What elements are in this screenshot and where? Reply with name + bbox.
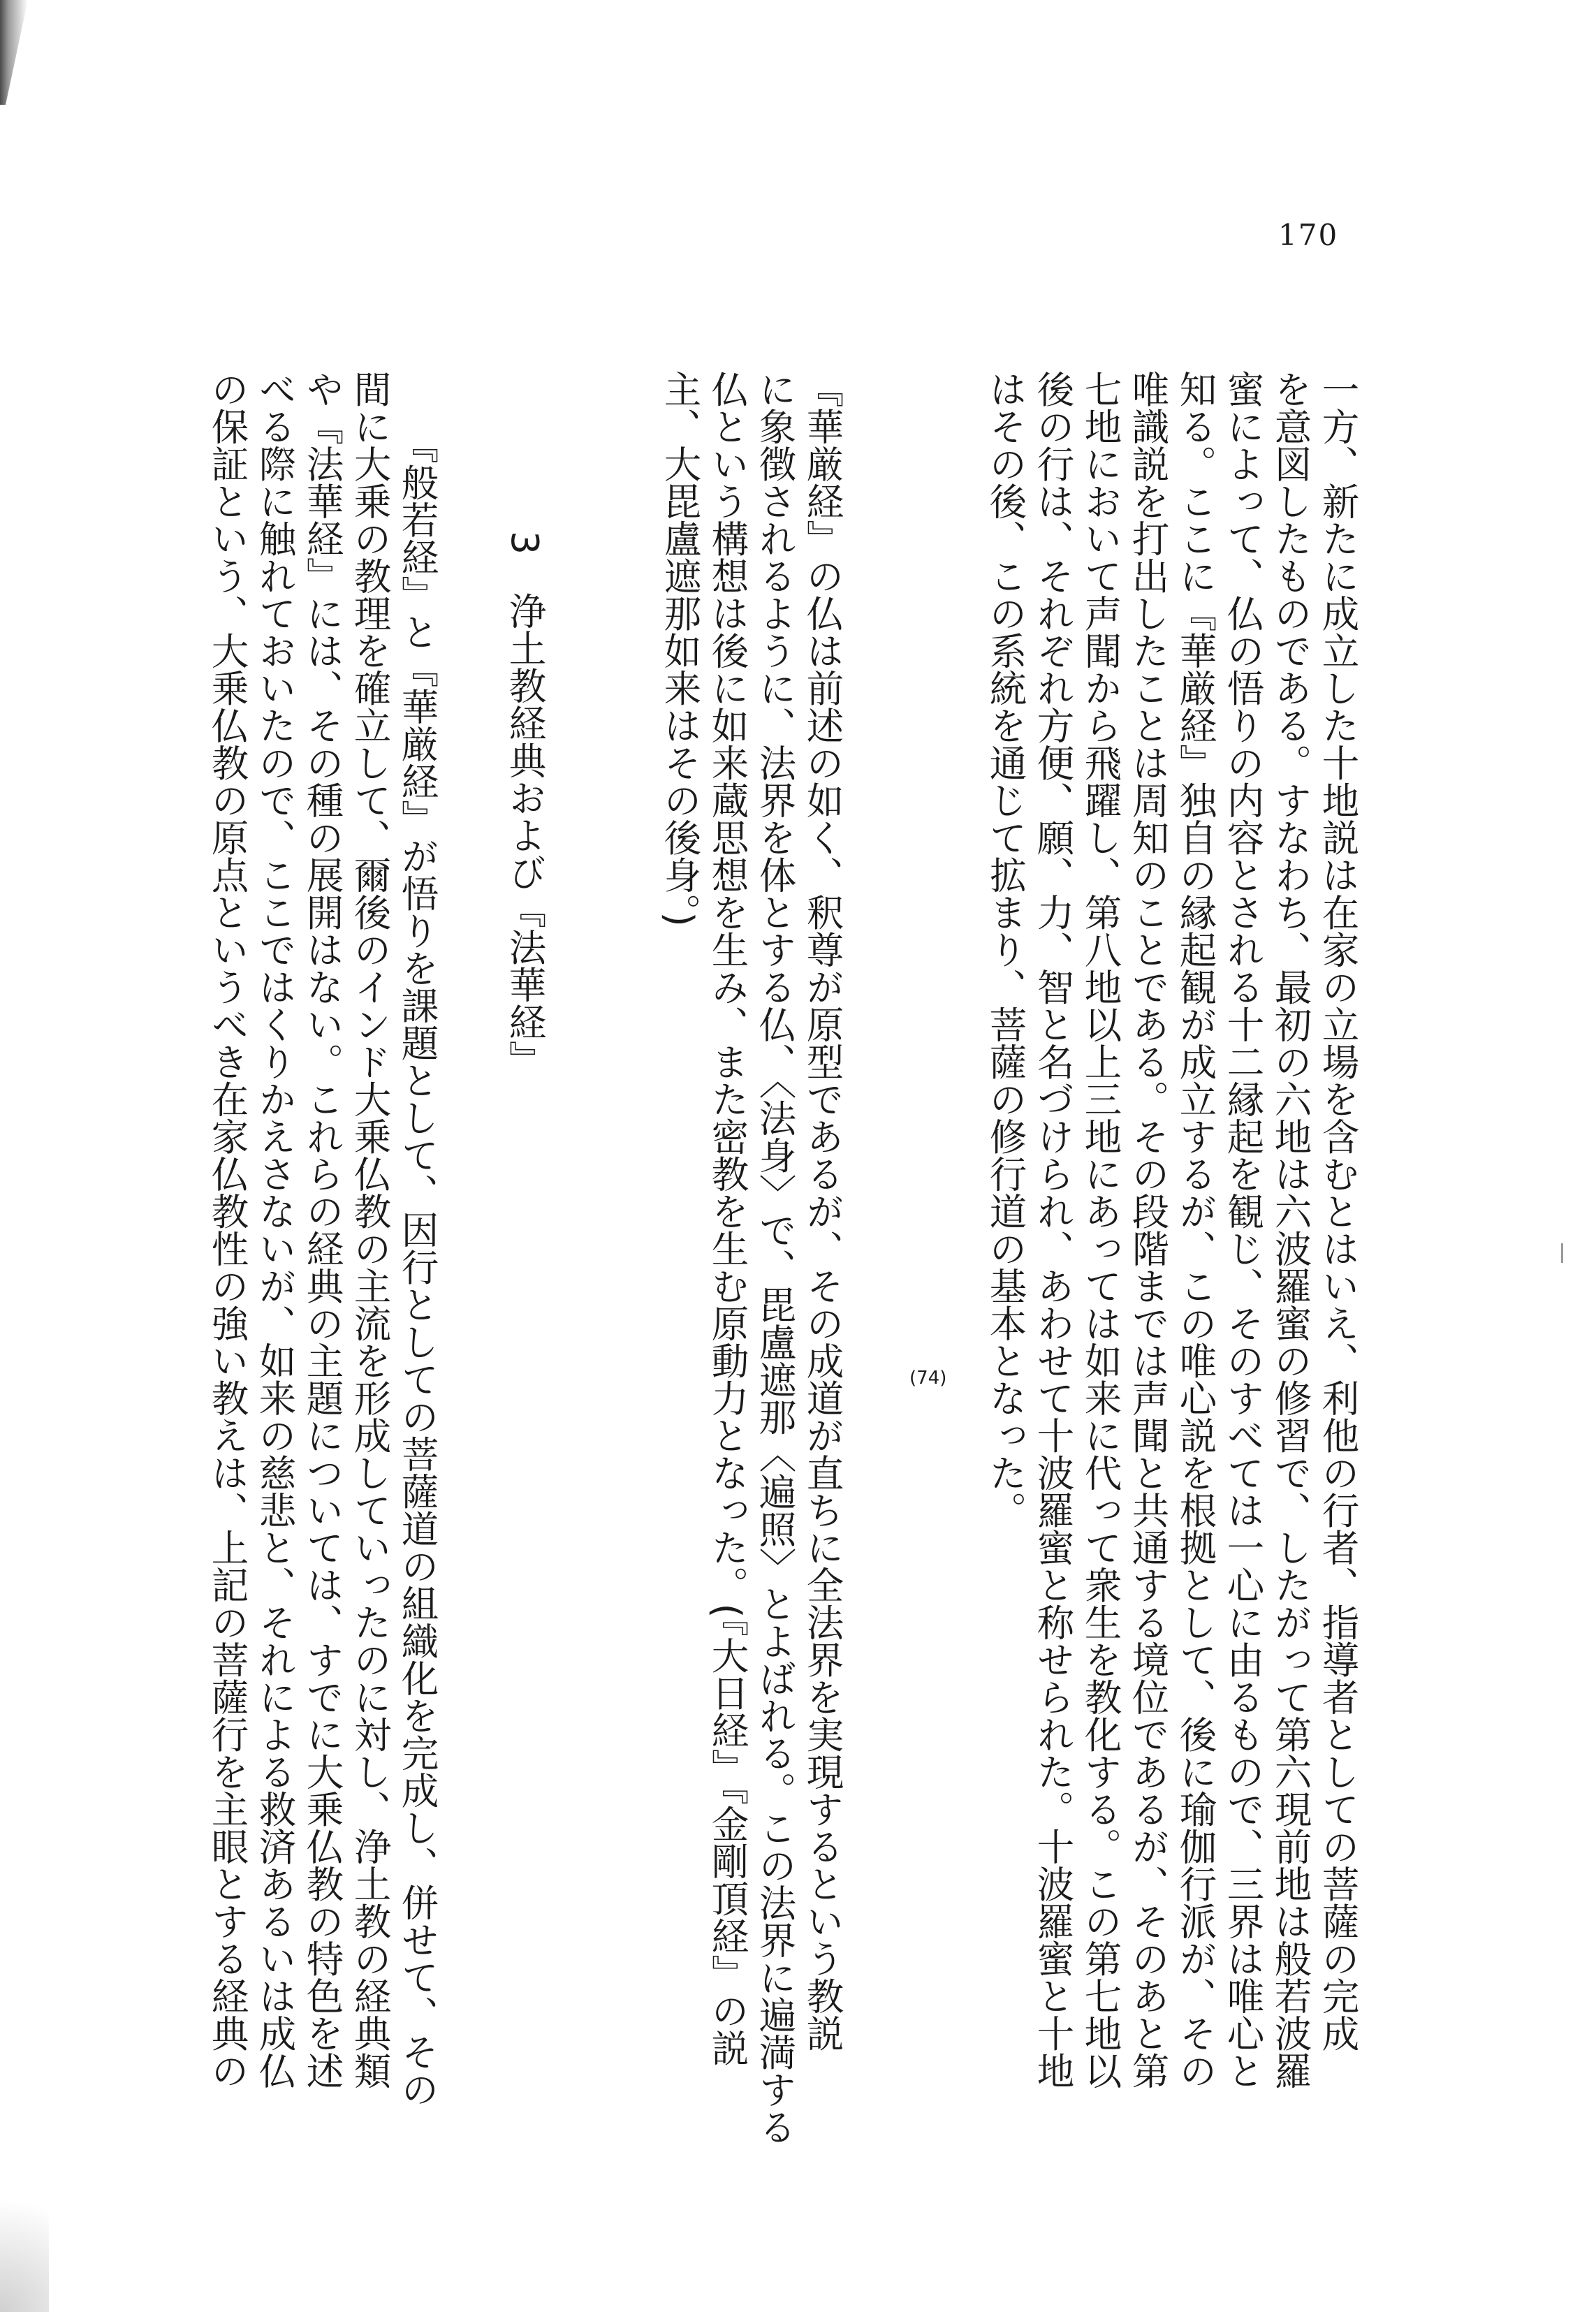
text-column: や『法華経』には、その種の展開はない。これらの経典の主題については、すでに大乗仏教の特色を述 [300, 370, 344, 2089]
text-column: 七地において声聞から飛躍し、第八地以上三地にあっては如来に代って衆生を教化する。この第七地以 [1078, 370, 1122, 2089]
text-column: 一方、新たに成立した十地説は在家の立場を含むとはいえ、利他の行者、指導者としての菩薩の完成 [1316, 370, 1360, 2052]
text-column: 知る。ここに『華厳経』独自の縁起観が成立するが、この唯心説を根拠として、後に瑜伽行派が、その [1173, 370, 1217, 2089]
text-column: 間に大乗の教理を確立して、爾後のインド大乗仏教の主流を形成していったのに対し、浄土教の経典類 [348, 370, 392, 2089]
text-column: 仏という構想は後に如来蔵思想を生み、また密教を生む原動力となった。(『大日経』『金剛頂経』の説 [705, 370, 749, 2067]
section-heading: 3 浄土教経典および『法華経』 [503, 531, 547, 1078]
text-column: の保証という、大乗仏教の原点というべき在家仏教性の強い教えは、上記の菩薩行を主眼とする経典の [205, 370, 249, 2089]
margin-mark [1561, 1243, 1563, 1263]
text-column: 主、大毘盧遮那如来はその後身。) [658, 370, 702, 927]
text-column: を意図したものである。すなわち、最初の六地は六波羅蜜の修習で、したがって第六現前地は般若波羅 [1268, 370, 1312, 2089]
text-column: に象徴されるように、法界を体とする仏、〈法身〉で、毘盧遮那〈遍照〉とよばれる。この法界に遍満する [753, 370, 797, 2146]
text-column-body: はその後、この系統を通じて拡まり、菩薩の修行道の基本となった。 [983, 370, 1027, 1529]
text-column: 後の行は、それぞれ方便、願、力、智と名づけられ、あわせて十波羅蜜と称せられた。十波羅蜜と十地 [1031, 370, 1075, 2089]
footnote-reference: (74) [909, 1368, 947, 1389]
text-column: べる際に触れておいたので、ここではくりかえさないが、如来の慈悲と、それによる救済あるいは成仏 [253, 370, 297, 2089]
page-edge-shadow [0, 0, 28, 105]
page-corner-shadow [0, 2158, 49, 2312]
text-column: 『般若経』と『華厳経』が悟りを課題として、因行としての菩薩道の組織化を完成し、併せて、その [395, 426, 439, 2108]
text-column [983, 370, 1027, 1529]
text-column: 唯識説を打出したことは周知のことである。その段階までは声聞と共通する境位であるが、そのあと第 [1126, 370, 1170, 2089]
text-column: 『華厳経』の仏は前述の如く、釈尊が原型であるが、その成道が直ちに全法界を実現するという教説 [800, 370, 844, 2052]
text-column: 蜜によって、仏の悟りの内容とされる十二縁起を観じ、そのすべては一心に由るもので、三界は唯心と [1221, 370, 1265, 2089]
page-number: 170 [1278, 218, 1339, 252]
